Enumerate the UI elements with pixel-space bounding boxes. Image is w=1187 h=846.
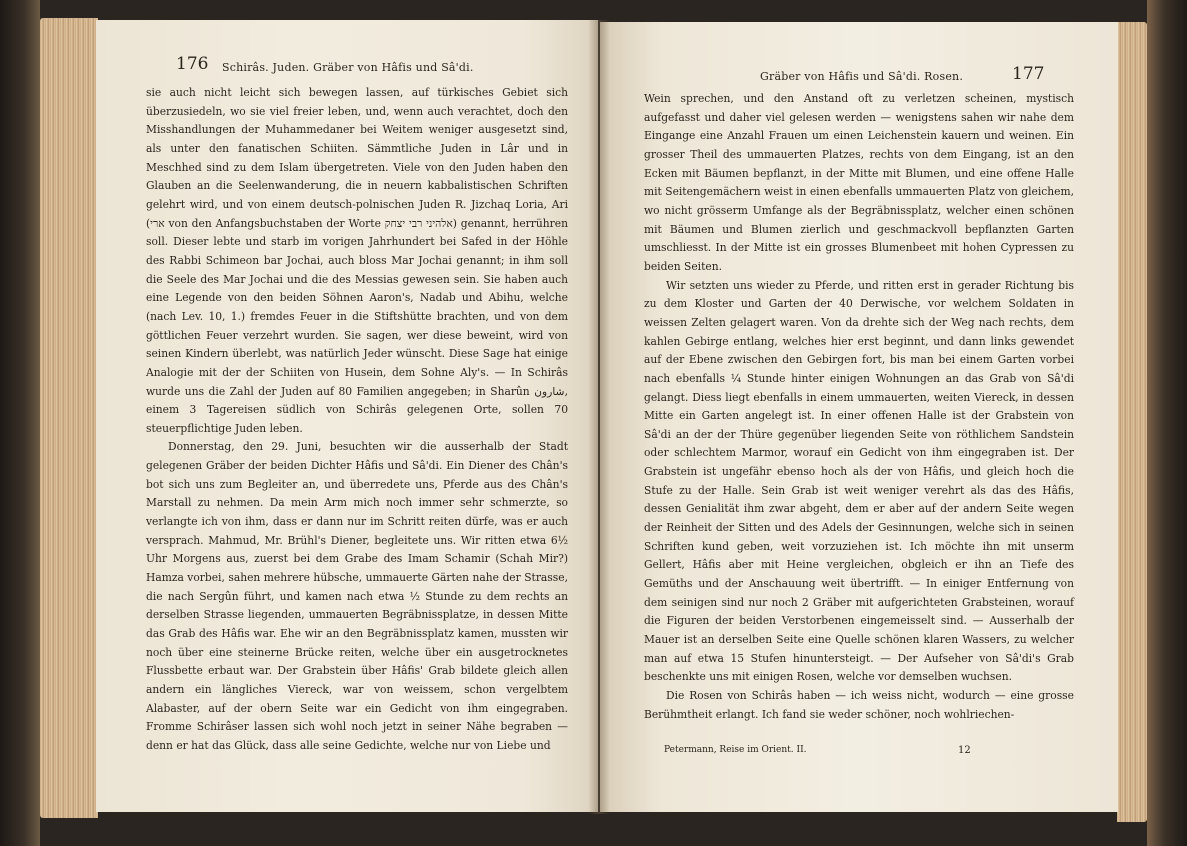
right-running-head: Gräber von Hâfis und Sâ'di. Rosen. (760, 70, 964, 83)
book-cover-left (0, 0, 40, 846)
book-cover-right (1147, 0, 1187, 846)
right-page (600, 22, 1118, 812)
right-paragraph-1: Wein sprechen, und den Anstand oft zu verletzen scheinen, mystisch aufgefasst und daher viel gelesen werden — wenigstens sahen wir nahe dem Eingange eine Anzahl Frauen um einen Leichenstein kauern und weinen. Ein grosser Theil des ummauerten Platzes, rechts von dem Eingang, ist an den Ecken mit Bäumen bepflanzt, in der Mitte mit Blumen, und eine offene Halle mit Seitengemächern weist in einen ebenfalls ummauerten Platz von gleichem, wo nicht grösserm Umfange als der Begräbnissplatz, welcher einen schönen mit Bäumen und Blumen zierlich und geschmackvoll bepflanzten Garten umschliesst. In der Mitte ist ein grosses Blumenbeet mit hohen Cypressen zu beiden Seiten. (644, 92, 1075, 273)
page-edges-right (1117, 22, 1147, 822)
footer-sheet-number: 12 (958, 745, 971, 756)
left-page-number: 176 (176, 54, 209, 74)
book-gutter (588, 20, 610, 814)
page-edges-left (40, 18, 98, 818)
left-paragraph-2: Donnerstag, den 29. Juni, besuchten wir die ausserhalb der Stadt gelegenen Gräber der beiden Dichter Hâfis und Sâ'di. Ein Diener des Chân's bot sich uns zum Begleiter an, und überredete uns, Pferde aus des Chân's Marstall zu nehmen. Da mein Arm mich noch immer sehr schmerzte, so verlangte ich von ihm, dass er dann nur im Schritt reiten dürfe, was er auch versprach. Mahmud, Mr. Brühl's Diener, begleitete uns. Wir ritten etwa 6½ Uhr Morgens aus, zuerst bei dem Grabe des Imam Schamir (Schah Mir?) Hamza vorbei, sahen mehrere hübsche, ummauerte Gärten nahe der Strasse, die nach Sergûn führt, und kamen nach etwa ½ Stunde zu dem rechts an derselben Strasse liegenden, ummauerten Begräbnissplatze, in dessen Mitte das Grab des Hâfis war. Ehe wir an den Begräbnissplatz kamen, mussten wir noch über eine steinerne Brücke reiten, welche über ein ausgetrocknetes Flussbette erbaut war. Der Grabstein über Hâfis' Grab bildete gleich allen andern ein längliches Viereck, war von weissem, schon vergelbtem Alabaster, auf der obern Seite war ein Gedicht von ihm eingegraben. Fromme Schirâser lassen sich wohl noch jetzt in seiner Nähe begraben — denn er hat das Glück, dass alle seine Gedichte, welche nur von Liebe und (146, 440, 568, 752)
left-paragraph-1: sie auch nicht leicht sich bewegen lassen, auf türkisches Gebiet sich überzusiedeln, wo sie viel freier leben, und, wenn auch verachtet, doch den Misshandlungen der Muhammedaner bei Weitem weniger ausgesetzt sind, als unter den fanatischen Schiiten. Sämmtliche Juden in Lâr und in Meschhed sind zu dem Islam übergetreten. Viele von den Juden haben den Glauben an die Seelenwanderung, die in neuern kabbalistischen Schriften gelehrt wird, und von einem deutsch-polnischen Juden R. Jizchaq Loria, Ari (ארי von den Anfangsbuchstaben der Worte אלהיני רבי יצחק) genannt, herrühren soll. Dieser lebte und starb im vorigen Jahrhundert bei Safed in der Höhle des Rabbi Schimeon bar Jochai, auch bloss Mar Jochai genannt; in ihm soll die Seele des Mar Jochai und die des Messias gewesen sein. Sie haben auch eine Legende von den beiden Söhnen Aaron's, Nadab und Abihu, welche (nach Lev. 10, 1.) fremdes Feuer in die Stiftshütte brachten, und von dem göttlichen Feuer verzehrt wurden. Sie sagen, wer diese beweint, wird von seinen Kindern überlebt, was natürlich Jeder wünscht. Diese Sage hat einige Analogie mit der der Schiiten von Husein, dem Sohne Aly's. — In Schirâs wurde uns die Zahl der Juden auf 80 Familien angegeben; in Sharûn شارون, einem 3 Tagereisen südlich von Schirâs gelegenen Orte, sollen 70 steuerpflichtige Juden leben. (146, 86, 568, 435)
left-body-text (146, 84, 568, 756)
right-body-text (644, 90, 1074, 724)
right-paragraph-2: Wir setzten uns wieder zu Pferde, und ritten erst in gerader Richtung bis zu dem Kloster und Garten der 40 Derwische, vor welchem Soldaten in weissen Zelten gelagert waren. Von da drehte sich der Weg nach rechts, dem kahlen Gebirge entlang, welches hier erst beginnt, und dann links gewendet auf der Ebene zwischen den Gebirgen fort, bis man bei einem Garten vorbei nach ebenfalls ¼ Stunde hinter einigen Wohnungen an das Grab von Sâ'di gelangt. Diess liegt ebenfalls in einem ummauerten, weiten Viereck, in dessen Mitte ein Garten angelegt ist. In einer offenen Halle ist der Grabstein von Sâ'di an der der Thüre gegenüber liegenden Seite von röthlichem Sandstein oder schlechtem Marmor, worauf ein Gedicht von ihm eingegraben ist. Der Grabstein ist ungefähr ebenso hoch als der von Hâfis, und gleich hoch die Stufe zu der Halle. Sein Grab ist weit weniger verehrt als das des Hâfis, dessen Genialität ihm zwar abgeht, dem er aber auf der andern Seite wegen der Reinheit der Sitten und des Adels der Gesinnungen, welche sich in seinen Schriften kund geben, weit vorzuziehen ist. Ich möchte ihn mit unserm Gellert, Hâfis aber mit Heine vergleichen, obgleich er ihn an Tiefe des Gemüths und der Anschauung weit übertrifft. — In einiger Entfernung von dem seinigen sind nur noch 2 Gräber mit aufgerichteten Grabsteinen, worauf die Figuren der beiden Verstorbenen eingemeisselt sind. — Ausserhalb der Mauer ist an derselben Seite eine Quelle schönen klaren Wassers, zu welcher man auf etwa 15 Stufen hinuntersteigt. — Der Aufseher von Sâ'di's Grab beschenkte uns mit einigen Rosen, welche vor demselben wuchsen. (644, 278, 1074, 684)
right-page-number: 177 (1012, 64, 1045, 84)
footer-signature: Petermann, Reise im Orient. II. (664, 745, 807, 755)
right-paragraph-3: Die Rosen von Schirâs haben — ich weiss nicht, wodurch — eine grosse Berühmtheit erlangt. Ich fand sie weder schöner, noch wohlriechen- (644, 689, 1074, 721)
left-running-head: Schirâs. Juden. Gräber von Hâfis und Sâ'di. (222, 61, 474, 74)
left-page (96, 20, 598, 812)
